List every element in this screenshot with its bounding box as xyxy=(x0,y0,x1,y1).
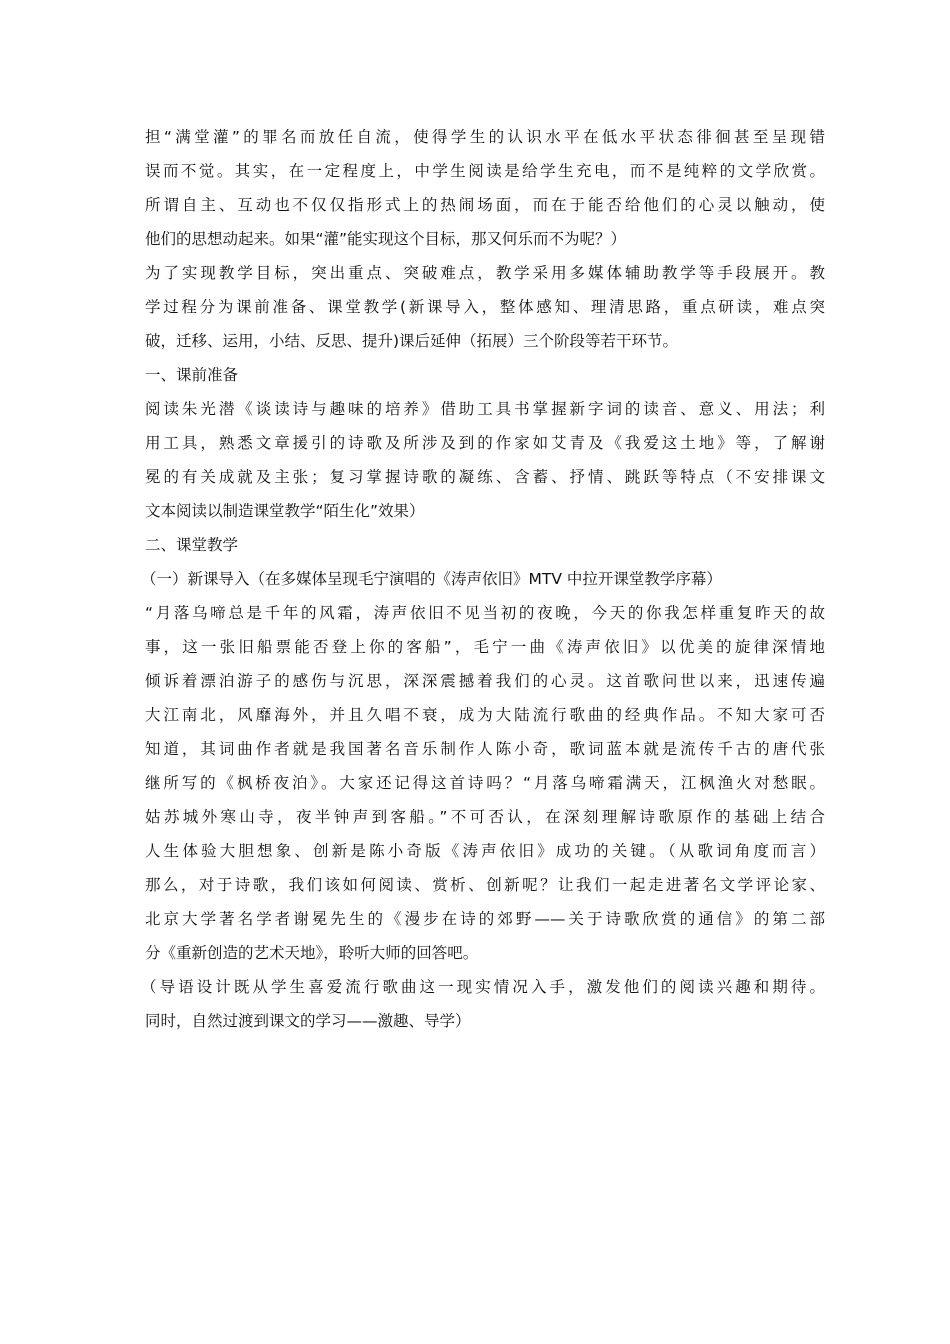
text-line: 倾诉着漂泊游子的感伤与沉思，深深震撼着我们的心灵。这首歌问世以来，迅速传遍 xyxy=(145,672,825,690)
text-line: 分《重新创造的艺术天地》，聆听大师的回答吧。 xyxy=(145,944,479,962)
text-line: 文本阅读以制造课堂教学“陌生化”效果） xyxy=(145,502,425,520)
text-line: 继所写的《枫桥夜泊》。大家还记得这首诗吗？“月落乌啼霜满天，江枫渔火对愁眠。 xyxy=(145,774,825,792)
text-line: 同时，自然过渡到课文的学习——激趣、导学） xyxy=(145,1012,471,1030)
text-line: 担“满堂灌”的罪名而放任自流，使得学生的认识水平在低水平状态徘徊甚至呈现错 xyxy=(145,128,825,146)
text-line: （导语设计既从学生喜爱流行歌曲这一现实情况入手，激发他们的阅读兴趣和期待。 xyxy=(141,978,825,996)
text-line: 冕的有关成就及主张；复习掌握诗歌的凝练、含蓄、抒情、跳跃等特点（不安排课文 xyxy=(145,468,825,486)
text-line: 误而不觉。其实，在一定程度上，中学生阅读是给学生充电，而不是纯粹的文学欣赏。 xyxy=(145,162,825,180)
text-line: 北京大学著名学者谢冕先生的《漫步在诗的郊野——关于诗歌欣赏的通信》的第二部 xyxy=(145,910,825,928)
text-line: 阅读朱光潜《谈读诗与趣味的培养》借助工具书掌握新字词的读音、意义、用法；利 xyxy=(145,400,825,418)
text-line: 他们的思想动起来。如果“灌”能实现这个目标，那又何乐而不为呢？） xyxy=(145,230,627,248)
text-line: 那么，对于诗歌，我们该如何阅读、赏析、创新呢？让我们一起走进著名文学评论家、 xyxy=(145,876,825,894)
text-line: 姑苏城外寒山寺，夜半钟声到客船。”不可否认，在深刻理解诗歌原作的基础上结合 xyxy=(145,808,825,826)
text-line: 知道，其词曲作者就是我国著名音乐制作人陈小奇，歌词蓝本就是流传千古的唐代张 xyxy=(145,740,825,758)
text-line: 二、课堂教学 xyxy=(145,536,239,554)
text-line: （一）新课导入（在多媒体呈现毛宁演唱的《涛声依旧》MTV 中拉开课堂教学序幕） xyxy=(141,570,722,588)
text-line: “月落乌啼总是千年的风霜，涛声依旧不见当初的夜晚，今天的你我怎样重复昨天的故 xyxy=(145,604,825,622)
text-line: 一、课前准备 xyxy=(145,366,239,384)
document-body xyxy=(141,120,825,1038)
text-line: 为了实现教学目标，突出重点、突破难点，教学采用多媒体辅助教学等手段展开。教 xyxy=(145,264,825,282)
text-line: 破，迁移、运用，小结、反思、提升)课后延伸（拓展）三个阶段等若干环节。 xyxy=(145,332,679,350)
text-line: 用工具，熟悉文章援引的诗歌及所涉及到的作家如艾青及《我爱这土地》等，了解谢 xyxy=(145,434,825,452)
text-line: 人生体验大胆想象、创新是陈小奇版《涛声依旧》成功的关键。（从歌词角度而言） xyxy=(145,842,825,860)
text-line: 事，这一张旧船票能否登上你的客船”，毛宁一曲《涛声依旧》以优美的旋律深情地 xyxy=(145,638,825,656)
text-line: 学过程分为课前准备、课堂教学(新课导入，整体感知、理清思路，重点研读，难点突 xyxy=(145,298,825,316)
text-line: 所谓自主、互动也不仅仅指形式上的热闹场面，而在于能否给他们的心灵以触动，使 xyxy=(145,196,825,214)
text-line: 大江南北，风靡海外，并且久唱不衰，成为大陆流行歌曲的经典作品。不知大家可否 xyxy=(145,706,825,724)
